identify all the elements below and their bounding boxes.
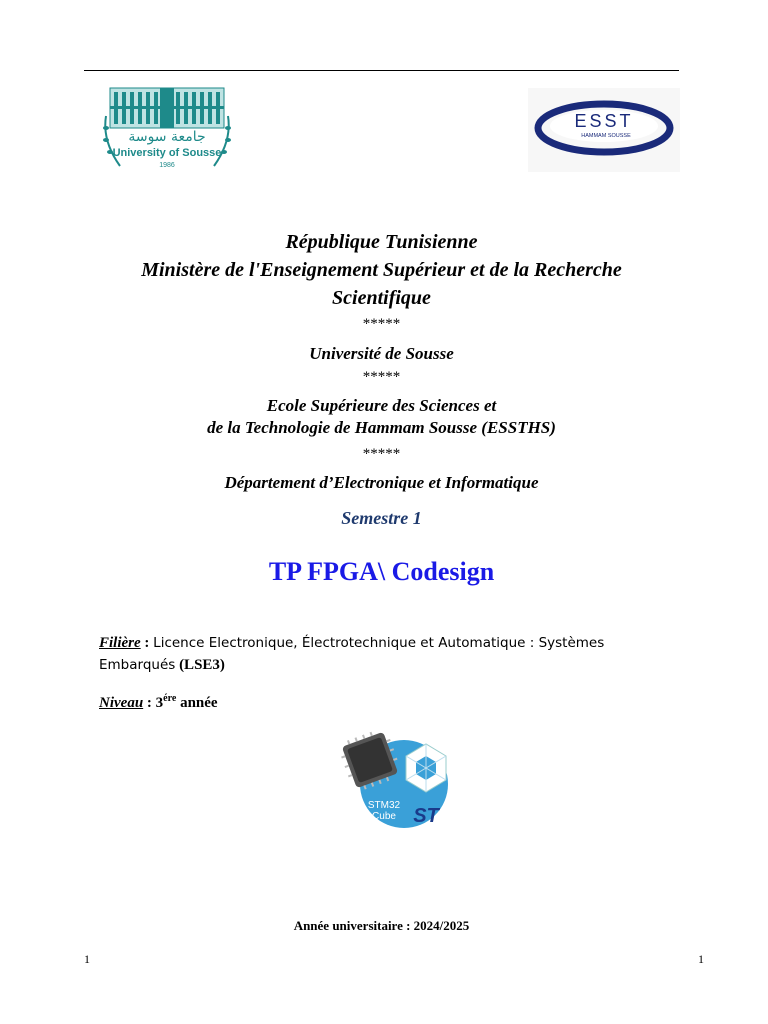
document-title: TP FPGA\ Codesign [268,557,495,586]
school-line1: Ecole Supérieure des Sciences et [266,396,497,415]
niveau-number: 3 [155,695,164,711]
academic-year: Année universitaire : 2024/2025 [293,918,470,933]
school-text [84,395,679,439]
separator-3: ***** [362,446,401,462]
esst-logo-container [528,88,680,172]
niveau-word: année [180,695,218,711]
ministry-text [84,256,679,312]
filiere-field [99,632,679,676]
esst-logo-subtext: HAMMAM SOUSSE [581,133,631,139]
stm32cube-logo [340,722,460,832]
ministry-line1: Ministère de l'Enseignement Supérieur et de la Recherche [141,259,622,281]
niveau-suffix: ére [163,693,177,704]
niveau-label: Niveau [99,695,144,711]
esst-logo-text: ESST [574,111,634,131]
filiere-colon: : [140,635,154,651]
university-of-sousse-logo [100,86,234,176]
ministry-line2: Scientifique [332,287,431,309]
separator-2: ***** [362,369,401,385]
university-text: Université de Sousse [309,344,454,363]
st-brand-text: ST [413,805,439,827]
republic-text: République Tunisienne [285,231,478,253]
esst-logo [528,88,680,172]
logo-arabic-text: جامعة سوسة [128,129,206,145]
filiere-value: Licence Electronique, Électrotechnique et Automatique : Systèmes Embarqués [99,635,605,673]
niveau-colon: : [143,695,156,711]
logo-year: 1986 [159,162,175,169]
filiere-label: Filière [99,635,141,651]
top-rule [84,70,679,71]
filiere-code: (LSE3) [179,657,225,673]
stm-logo-text2: Cube [372,811,396,822]
page-number-right: 1 [698,952,704,966]
semester-text: Semestre 1 [341,508,422,528]
separator-1: ***** [362,316,401,332]
page-number-left: 1 [84,952,90,966]
niveau-field [99,688,679,714]
department-text: Département d’Electronique et Informatique [224,473,539,492]
school-line2: de la Technologie de Hammam Sousse (ESSTHS) [207,418,556,437]
stm-logo-text1: STM32 [367,800,401,811]
logo-text: University of Sousse [112,147,222,159]
